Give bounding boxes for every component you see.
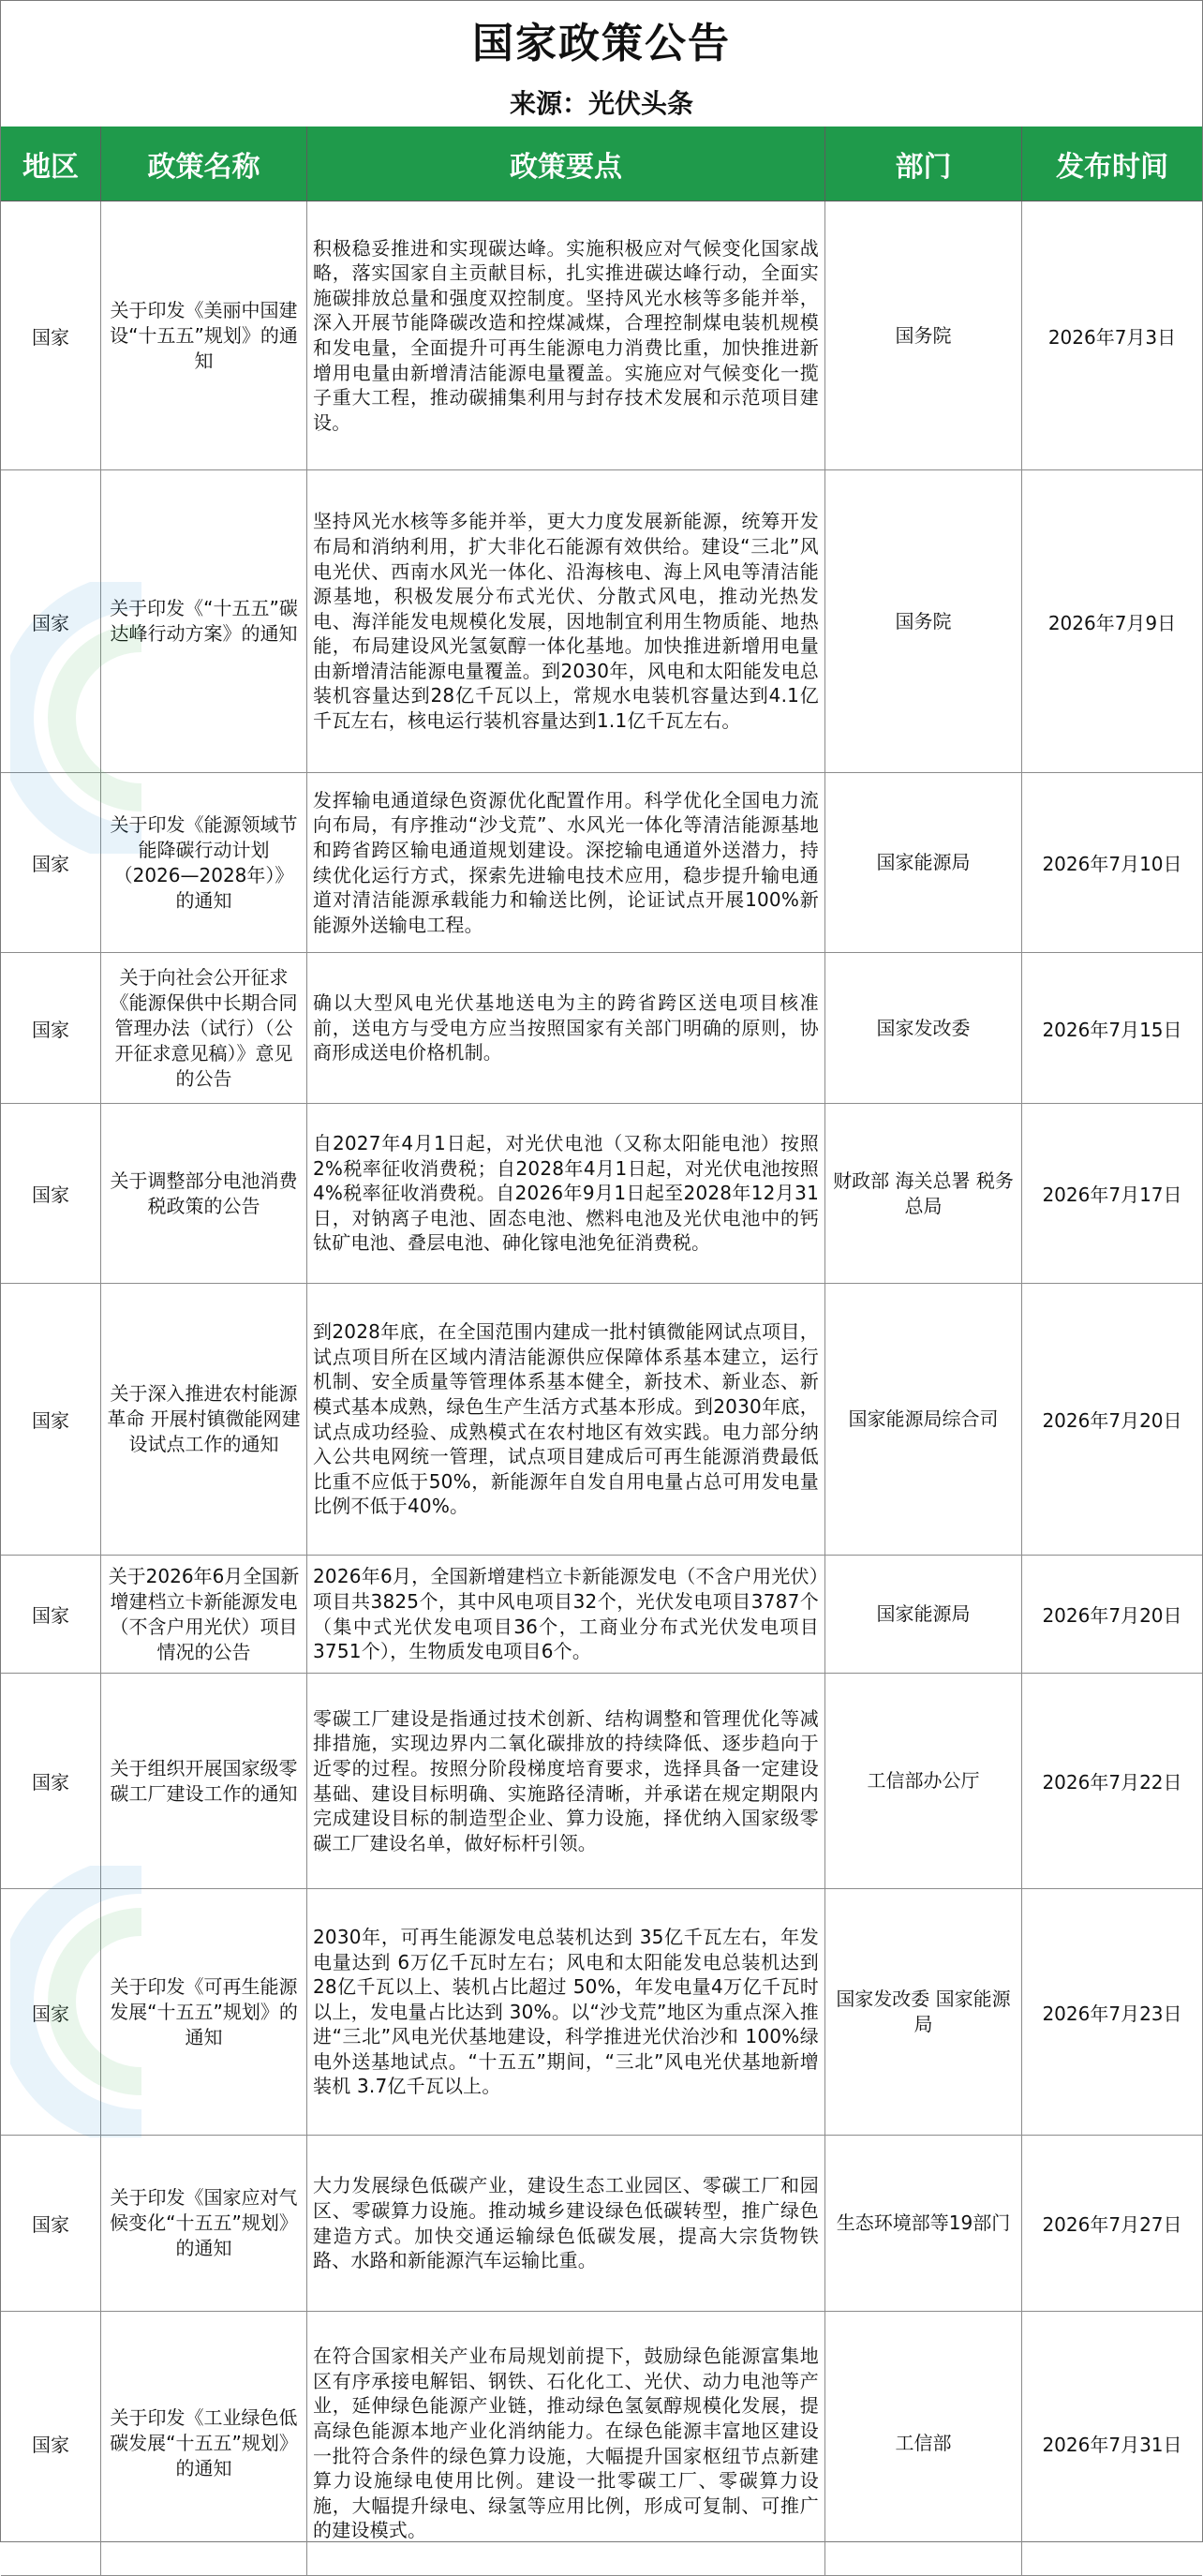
- row-department: [825, 1674, 1022, 1889]
- row-policy-points: [307, 470, 825, 773]
- row-department-text: 生态环境部等19部门: [836, 2211, 1011, 2234]
- row-department: [825, 201, 1022, 470]
- policy-table: [1, 127, 1202, 2576]
- row-policy-points: [307, 953, 825, 1104]
- row-region: [1, 2312, 101, 2576]
- row-release-date: [1022, 201, 1202, 470]
- row-policy-points: [307, 1556, 825, 1674]
- row-department: [825, 1556, 1022, 1674]
- row-release-date: [1022, 953, 1202, 1104]
- row-department: [825, 1104, 1022, 1284]
- row-policy-name: [101, 1674, 307, 1889]
- row-policy-points-text: 发挥输电通道绿色资源优化配置作用。科学优化全国电力流向布局，有序推动“沙戈荒”、水风光一体化等清洁能源基地和跨省跨区输电通道规划建设。深挖输电通道外送潜力，持续优化运行方式，探索先进输电技术应用，稳步提升输电通道对清洁能源承载能力和输送比例，论证试点开展100%新能源外送输电工程。: [313, 788, 819, 936]
- row-policy-points-text: 自2027年4月1日起，对光伏电池（又称太阳能电池）按照2%税率征收消费税；自2028年4月1日起，对光伏电池按照4%税率征收消费税。自2026年9月1日起至2028年12月31日，对钠离子电池、固态电池、燃料电池及光伏电池中的钙钛矿电池、叠层电池、砷化镓电池免征消费税。: [313, 1132, 819, 1255]
- row-department: [825, 2136, 1022, 2312]
- row-release-date: [1022, 1104, 1202, 1284]
- row-policy-name: [101, 1284, 307, 1556]
- row-policy-name: [101, 1104, 307, 1284]
- row-policy-name-text: 关于印发《可再生能源发展“十五五”规划》的通知: [110, 1974, 298, 2048]
- row-release-date: [1022, 1889, 1202, 2136]
- header-policy-name: 政策名称: [101, 127, 307, 201]
- row-department-text: 工信部办公厅: [867, 1769, 980, 1792]
- row-policy-name: [101, 773, 307, 953]
- row-region: [1, 1284, 101, 1556]
- row-policy-name-text: 关于印发《美丽中国建设“十五五”规划》的通知: [110, 298, 298, 372]
- row-region-text: 国家: [32, 611, 69, 634]
- row-release-date-text: 2026年7月9日: [1047, 611, 1177, 634]
- row-region: [1, 1674, 101, 1889]
- row-policy-points-text: 大力发展绿色低碳产业，建设生态工业园区、零碳工厂和园区、零碳算力设施。推动城乡建设绿色低碳转型，推广绿色建造方式。加快交通运输绿色低碳发展，提高大宗货物铁路、水路和新能源汽车运输比重。: [313, 2174, 819, 2272]
- row-department-text: 工信部: [895, 2432, 952, 2454]
- row-region: [1, 953, 101, 1104]
- header-region: 地区: [1, 127, 101, 201]
- row-policy-name-text: 关于组织开展国家级零碳工厂建设工作的通知: [110, 1756, 298, 1805]
- row-region-text: 国家: [32, 1018, 69, 1041]
- row-policy-name: [101, 2312, 307, 2576]
- row-department-text: 国家发改委: [876, 1016, 971, 1039]
- row-release-date-text: 2026年7月20日: [1042, 1409, 1182, 1432]
- row-release-date-text: 2026年7月17日: [1042, 1184, 1182, 1206]
- row-policy-name-text: 关于深入推进农村能源革命 开展村镇微能网建设试点工作的通知: [107, 1382, 301, 1455]
- row-policy-points: [307, 1104, 825, 1284]
- row-policy-name: [101, 1889, 307, 2136]
- row-department: [825, 1284, 1022, 1556]
- row-policy-name: [101, 953, 307, 1104]
- row-department-text: 国务院: [895, 609, 952, 633]
- row-policy-points: [307, 2136, 825, 2312]
- row-policy-points-text: 在符合国家相关产业布局规划前提下，鼓励绿色能源富集地区有序承接电解铝、钢铁、石化化工、光伏、动力电池等产业，延伸绿色能源产业链，推动绿色氢氨醇规模化发展，提高绿色能源本地产业化消纳能力。在绿色能源丰富地区建设一批符合条件的绿色算力设施，大幅提升国家枢纽节点新建算力设施绿电使用比例。建设一批零碳工厂、零碳算力设施，大幅提升绿电、绿氢等应用比例，形成可复制、可推广的建设模式。: [313, 2345, 819, 2542]
- row-department: [825, 1889, 1022, 2136]
- row-release-date: [1022, 1556, 1202, 1674]
- row-policy-points-text: 确以大型风电光伏基地送电为主的跨省跨区送电项目核准前，送电方与受电方应当按照国家有关部门明确的原则，协商形成送电价格机制。: [313, 991, 819, 1065]
- header-department: 部门: [825, 127, 1022, 201]
- row-region-text: 国家: [32, 1409, 69, 1432]
- row-release-date: [1022, 1284, 1202, 1556]
- row-release-date-text: 2026年7月27日: [1042, 2213, 1182, 2236]
- row-department-text: 国家能源局: [876, 851, 971, 873]
- row-policy-name-text: 关于印发《工业绿色低碳发展“十五五”规划》的通知: [110, 2406, 298, 2479]
- row-policy-points-text: 积极稳妥推进和实现碳达峰。实施积极应对气候变化国家战略，落实国家自主贡献目标，扎实推进碳达峰行动，全面实施碳排放总量和强度双控制度。坚持风光水核等多能并举，深入开展节能降碳改造和控煤减煤，合理控制煤电装机规模和发电量，全面提升可再生能源电力消费比重，加快推进新增用电量由新增清洁能源电量覆盖。实施应对气候变化一揽子重大工程，推动碳捕集利用与封存技术发展和示范项目建设。: [313, 236, 819, 434]
- page-title: 国家政策公告: [472, 20, 731, 67]
- row-policy-points-text: 坚持风光水核等多能并举，更大力度发展新能源，统筹开发布局和消纳利用，扩大非化石能源有效供给。建设“三北”风电光伏、西南水风光一体化、沿海核电、海上风电等清洁能源基地，积极发展分布式光伏、分散式风电，推动光热发电、海洋能发电规模化发展，因地制宜利用生物质能、地热能，布局建设风光氢氨醇一体化基地。加快推进新增用电量由新增清洁能源电量覆盖。到2030年，风电和太阳能发电总装机容量达到28亿千瓦以上，常规水电装机容量达到4.1亿千瓦左右，核电运行装机容量达到1.1亿千瓦左右。: [313, 510, 819, 733]
- row-policy-name-text: 关于向社会公开征求《能源保供中长期合同管理办法（试行）（公开征求意见稿）》意见的公告: [110, 965, 298, 1090]
- header-release-date: 发布时间: [1022, 127, 1202, 201]
- row-department: [825, 470, 1022, 773]
- row-policy-name: [101, 470, 307, 773]
- row-policy-name-text: 关于印发《国家应对气候变化“十五五”规划》的通知: [110, 2186, 298, 2259]
- row-policy-points: [307, 1674, 825, 1889]
- row-region-text: 国家: [32, 2002, 69, 2025]
- row-region: [1, 773, 101, 953]
- row-region: [1, 1889, 101, 2136]
- row-release-date-text: 2026年7月22日: [1042, 1771, 1182, 1794]
- row-policy-points: [307, 2312, 825, 2576]
- row-policy-points: [307, 1889, 825, 2136]
- row-policy-points: [307, 1284, 825, 1556]
- row-policy-points-text: 零碳工厂建设是指通过技术创新、结构调整和管理优化等减排措施，实现边界内二氧化碳排放的持续降低、逐步趋向于近零的过程。按照分阶段梯度培育要求，选择具备一定建设基础、建设目标明确、实施路径清晰，并承诺在规定期限内完成建设目标的制造型企业、算力设施，择优纳入国家级零碳工厂建设名单，做好标杆引领。: [313, 1706, 819, 1854]
- source-line: 来源：光伏头条: [509, 88, 693, 119]
- row-policy-name-text: 关于2026年6月全国新增建档立卡新能源发电（不含户用光伏）项目情况的公告: [108, 1564, 300, 1663]
- row-department-text: 财政部 海关总署 税务总局: [833, 1169, 1014, 1217]
- row-department-text: 国家发改委 国家能源局: [836, 1988, 1011, 2035]
- row-release-date-text: 2026年7月31日: [1042, 2434, 1182, 2456]
- row-region-text: 国家: [32, 2434, 69, 2456]
- row-policy-points: [307, 201, 825, 470]
- row-region-text: 国家: [32, 1604, 69, 1627]
- row-release-date-text: 2026年7月3日: [1047, 325, 1177, 349]
- row-policy-name: [101, 1556, 307, 1674]
- row-release-date-text: 2026年7月15日: [1042, 1018, 1182, 1041]
- row-policy-points-text: 到2028年底，在全国范围内建成一批村镇微能网试点项目，试点项目所在区域内清洁能源供应保障体系基本建立，运行机制、安全质量等管理体系基本健全，新技术、新业态、新模式基本成熟，绿色生产生活方式基本形成。到2030年底，试点成功经验、成熟模式在农村地区有效实践。电力部分纳入公共电网统一管理，试点项目建成后可再生能源消费最低比重不应低于50%，新能源年自发自用电量占总可用发电量比例不低于40%。: [313, 1320, 819, 1518]
- row-policy-name: [101, 2136, 307, 2312]
- row-region: [1, 201, 101, 470]
- row-release-date: [1022, 1674, 1202, 1889]
- row-policy-points-text: 2030年，可再生能源发电总装机达到 35亿千瓦左右，年发电量达到 6万亿千瓦时左右；风电和太阳能发电总装机达到 28亿千瓦以上、装机占比超过 50%，年发电量4万亿千瓦时以上，发电量占比达到 30%。以“沙戈荒”地区为重点深入推进“三北”风电光伏基地建设，科学推进光伏治沙和 100%绿电外送基地试点。“十五五”期间，“三北”风电光伏基地新增装机 3.7亿千瓦以上。: [313, 1925, 819, 2098]
- row-release-date: [1022, 2136, 1202, 2312]
- row-region: [1, 470, 101, 773]
- row-region-text: 国家: [32, 1771, 69, 1794]
- row-region: [1, 1104, 101, 1284]
- row-policy-name-text: 关于调整部分电池消费税政策的公告: [110, 1169, 298, 1217]
- row-policy-name: [101, 201, 307, 470]
- row-region-text: 国家: [32, 1184, 69, 1206]
- header-policy-points: 政策要点: [307, 127, 825, 201]
- row-release-date-text: 2026年7月23日: [1042, 2002, 1182, 2025]
- row-region-text: 国家: [32, 2213, 69, 2236]
- row-department-text: 国家能源局综合司: [848, 1407, 999, 1430]
- row-policy-points-text: 2026年6月，全国新增建档立卡新能源发电（不含户用光伏）项目共3825个，其中风电项目32个，光伏发电项目3787个（集中式光伏发电项目36个，工商业分布式光伏发电项目3751个），生物质发电项目6个。: [313, 1565, 819, 1663]
- row-region-text: 国家: [32, 325, 69, 349]
- row-policy-name-text: 关于印发《“十五五”碳达峰行动方案》的通知: [110, 597, 298, 645]
- row-release-date: [1022, 773, 1202, 953]
- row-department-text: 国家能源局: [876, 1602, 971, 1625]
- row-region-text: 国家: [32, 853, 69, 875]
- row-release-date-text: 2026年7月10日: [1042, 853, 1182, 875]
- row-department: [825, 773, 1022, 953]
- row-policy-name-text: 关于印发《能源领域节能降碳行动计划（2026—2028年）》的通知: [110, 812, 298, 912]
- row-department-text: 国务院: [895, 323, 952, 347]
- row-release-date: [1022, 2312, 1202, 2576]
- row-department: [825, 953, 1022, 1104]
- row-policy-points: [307, 773, 825, 953]
- row-release-date: [1022, 470, 1202, 773]
- row-region: [1, 1556, 101, 1674]
- row-region: [1, 2136, 101, 2312]
- row-department: [825, 2312, 1022, 2576]
- row-release-date-text: 2026年7月20日: [1042, 1604, 1182, 1627]
